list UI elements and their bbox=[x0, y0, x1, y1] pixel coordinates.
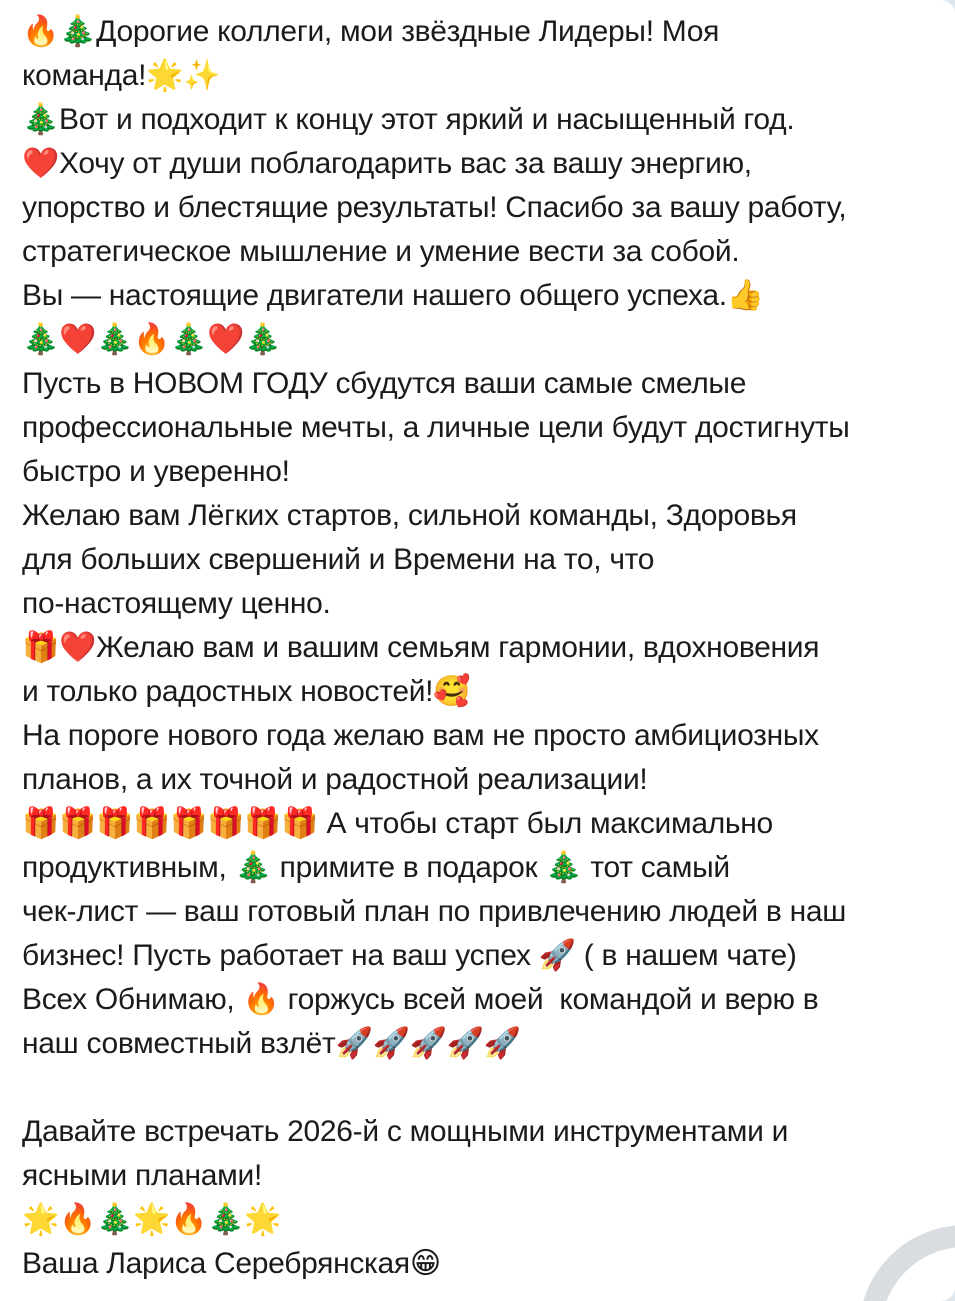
message-line: и только радостных новостей!🥰 bbox=[22, 675, 471, 708]
message-line: Всех Обнимаю, 🔥 горжусь всей моей командой и верю в bbox=[22, 983, 819, 1016]
message-line: Давайте встречать 2026-й с мощными инструментами и bbox=[22, 1115, 789, 1148]
message-text bbox=[22, 10, 955, 1286]
message-line: 🌟🔥🎄🌟🔥🎄🌟 bbox=[22, 1203, 282, 1236]
message-line: На пороге нового года желаю вам не просто амбициозных bbox=[22, 719, 819, 752]
message-line: ❤️Хочу от души поблагодарить вас за вашу энергию, bbox=[22, 147, 752, 180]
message-line: Вы — настоящие двигатели нашего общего успеха.👍 bbox=[22, 279, 764, 312]
message-line: профессиональные мечты, а личные цели будут достигнуты bbox=[22, 411, 850, 444]
message-line: 🎄❤️🎄🔥🎄❤️🎄 bbox=[22, 323, 282, 356]
message-line: быстро и уверенно! bbox=[22, 455, 290, 488]
blank-line bbox=[22, 1066, 955, 1110]
message-line: команда!🌟✨ bbox=[22, 59, 221, 92]
message-line: планов, а их точной и радостной реализации! bbox=[22, 763, 648, 796]
message-line: ясными планами! bbox=[22, 1159, 262, 1192]
message-line: упорство и блестящие результаты! Спасибо за вашу работу, bbox=[22, 191, 847, 224]
message-line: бизнес! Пусть работает на ваш успех 🚀 ( в нашем чате) bbox=[22, 939, 797, 972]
message-line: 🔥🎄Дорогие коллеги, мои звёздные Лидеры! Моя bbox=[22, 15, 720, 48]
message-line: по-настоящему ценно. bbox=[22, 587, 331, 620]
message-line: стратегическое мышление и умение вести за собой. bbox=[22, 235, 740, 268]
loading-ring-icon bbox=[855, 1201, 955, 1301]
message-line: 🎄Вот и подходит к концу этот яркий и насыщенный год. bbox=[22, 103, 795, 136]
message-line: наш совместный взлёт🚀🚀🚀🚀🚀 bbox=[22, 1027, 521, 1060]
message-line: для больших свершений и Времени на то, что bbox=[22, 543, 655, 576]
message-line: Ваша Лариса Серебрянская😁 bbox=[22, 1247, 441, 1280]
message-line: Пусть в НОВОМ ГОДУ сбудутся ваши самые смелые bbox=[22, 367, 747, 400]
message-line: продуктивным, 🎄 примите в подарок 🎄 тот самый bbox=[22, 851, 730, 884]
message-line: 🎁🎁🎁🎁🎁🎁🎁🎁 А чтобы старт был максимально bbox=[22, 807, 773, 840]
message-line: 🎁❤️Желаю вам и вашим семьям гармонии, вдохновения bbox=[22, 631, 820, 664]
message-line: чек-лист — ваш готовый план по привлечению людей в наш bbox=[22, 895, 847, 928]
message-line: Желаю вам Лёгких стартов, сильной команды, Здоровья bbox=[22, 499, 797, 532]
